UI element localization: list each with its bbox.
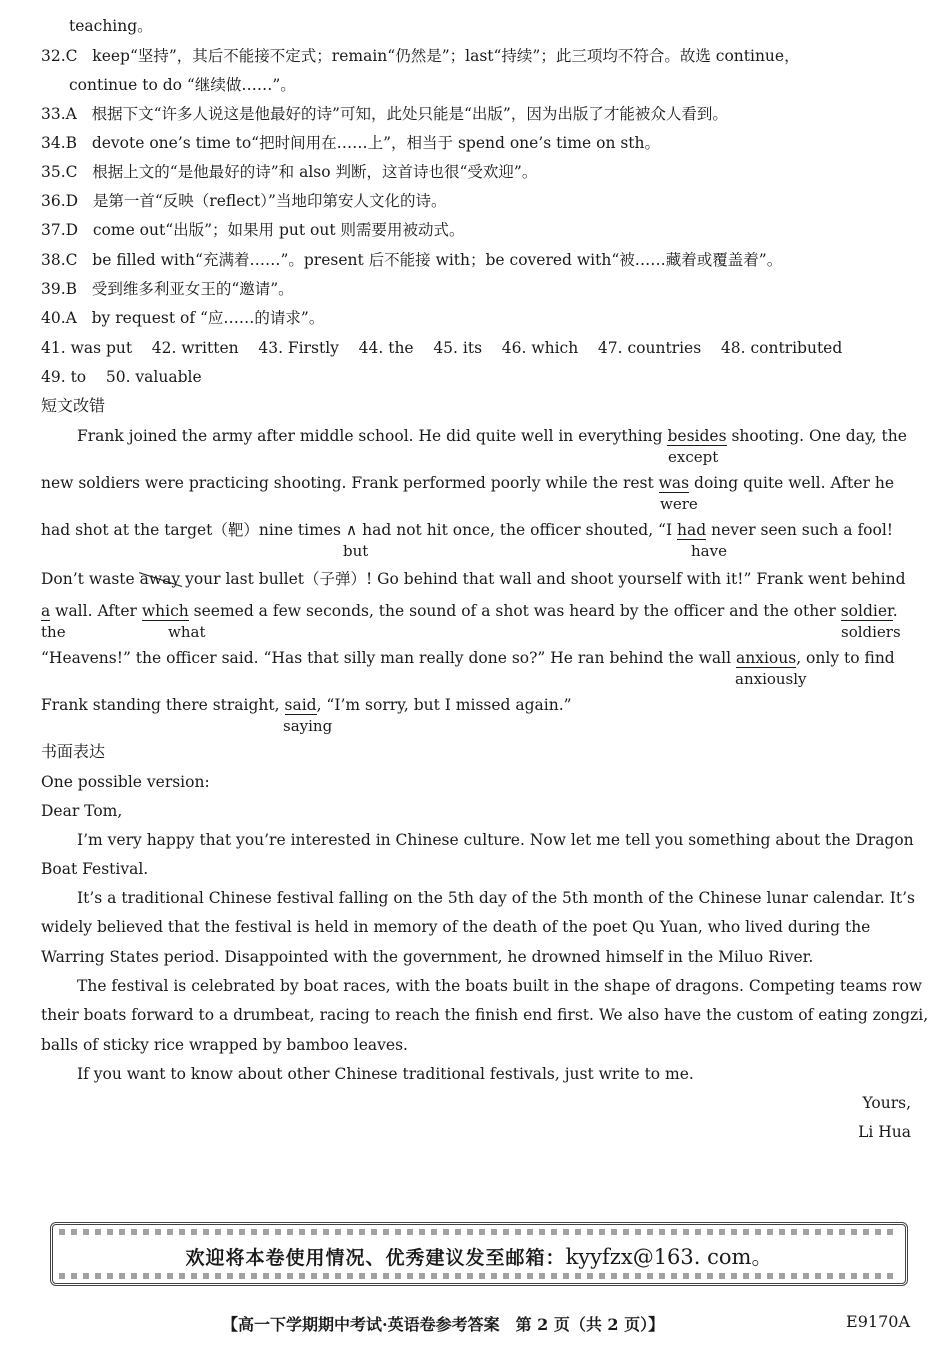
- answer-35: 35.C 根据上文的“是他最好的诗”和 also 判断，这首诗也很“受欢迎”。: [41, 163, 538, 181]
- error-word: which: [141, 602, 189, 620]
- error-word: was: [658, 474, 690, 492]
- correction-word: what: [168, 623, 206, 641]
- answer-34: 34.B devote one’s time to“把时间用在……上”，相当于 spend one’s time on sth。: [41, 134, 661, 152]
- answer-36: 36.D 是第一首“反映（reflect）”当地印第安人文化的诗。: [41, 192, 447, 210]
- correction-word: were: [660, 495, 698, 513]
- footer-title: 【高一下学期期中考试·英语卷参考答案 第 2 页（共 2 页）】: [222, 1315, 665, 1334]
- letter-paragraph-3: The festival is celebrated by boat races, with the boats built in the shape of dragons. Competing teams row: [77, 977, 923, 995]
- deleted-word: away: [139, 570, 181, 588]
- answer-line: teaching。: [69, 17, 153, 35]
- letter-paragraph-2: Warring States period. Disappointed with the government, he drowned himself in the Miluo River.: [41, 948, 814, 966]
- error-word: had: [677, 521, 707, 539]
- correction-word: anxiously: [735, 670, 807, 688]
- fill-blank-answers-2: 49. to 50. valuable: [41, 368, 202, 386]
- letter-paragraph-2: widely believed that the festival is held in memory of the death of the poet Qu Yuan, who lived during the: [41, 918, 871, 936]
- banner-text: 欢迎将本卷使用情况、优秀建议发至邮箱：kyyfzx@163. com。: [185, 1245, 773, 1269]
- paper-code: E9170A: [846, 1312, 910, 1331]
- feedback-banner: [50, 1222, 908, 1286]
- correction-word: saying: [283, 717, 333, 735]
- answer-33: 33.A 根据下文“许多人说这是他最好的诗”可知，此处只能是“出版”，因为出版了才能被众人看到。: [41, 105, 728, 123]
- letter-closing: Yours,: [862, 1094, 911, 1112]
- answer-32: 32.C keep“坚持”，其后不能接不定式；remain“仍然是”；last“持续”；此三项均不符合。故选 continue，: [41, 47, 800, 65]
- letter-paragraph-2: It’s a traditional Chinese festival falling on the 5th day of the 5th month of the Chinese lunar calendar. It’s: [77, 889, 915, 907]
- letter-paragraph-4: If you want to know about other Chinese traditional festivals, just write to me.: [77, 1065, 694, 1083]
- answer-39: 39.B 受到维多利亚女王的“邀请”。: [41, 280, 294, 298]
- fill-blank-answers-1: 41. was put 42. written 43. Firstly 44. the 45. its 46. which 47. countries 48. contributed: [41, 339, 843, 357]
- correction-word: the: [41, 623, 66, 641]
- letter-paragraph-3: balls of sticky rice wrapped by bamboo leaves.: [41, 1036, 408, 1054]
- letter-paragraph-1: I’m very happy that you’re interested in Chinese culture. Now let me tell you something about the Dragon: [77, 831, 914, 849]
- feedback-email[interactable]: kyyfzx@163. com。: [565, 1245, 773, 1269]
- version-label: One possible version:: [41, 773, 210, 791]
- answer-32-cont: continue to do “继续做……”。: [69, 76, 296, 94]
- error-word: said: [284, 696, 317, 714]
- section-heading-writing: 书面表达: [41, 742, 106, 761]
- letter-greeting: Dear Tom,: [41, 802, 123, 820]
- letter-paragraph-1: Boat Festival.: [41, 860, 149, 878]
- section-heading-correction: 短文改错: [41, 396, 106, 415]
- error-word: soldier: [840, 602, 893, 620]
- answer-37: 37.D come out“出版”；如果用 put out 则需要用被动式。: [41, 221, 465, 239]
- error-word: a: [41, 602, 51, 620]
- correction-word: except: [668, 448, 719, 466]
- letter-paragraph-3: their boats forward to a drumbeat, racing to reach the finish end first. We also have the custom of eating zongzi,: [41, 1006, 929, 1024]
- letter-signature: Li Hua: [858, 1123, 911, 1141]
- answer-38: 38.C be filled with“充满着……”。present 后不能接 with；be covered with“被……藏着或覆盖着”。: [41, 251, 783, 269]
- error-word: anxious: [735, 649, 797, 667]
- insert-mark: ∧: [345, 521, 358, 539]
- correction-word: have: [691, 542, 727, 560]
- correction-word: soldiers: [841, 623, 901, 641]
- answer-40: 40.A by request of “应……的请求”。: [41, 309, 325, 327]
- correction-word: but: [343, 542, 369, 560]
- error-word: besides: [667, 427, 727, 445]
